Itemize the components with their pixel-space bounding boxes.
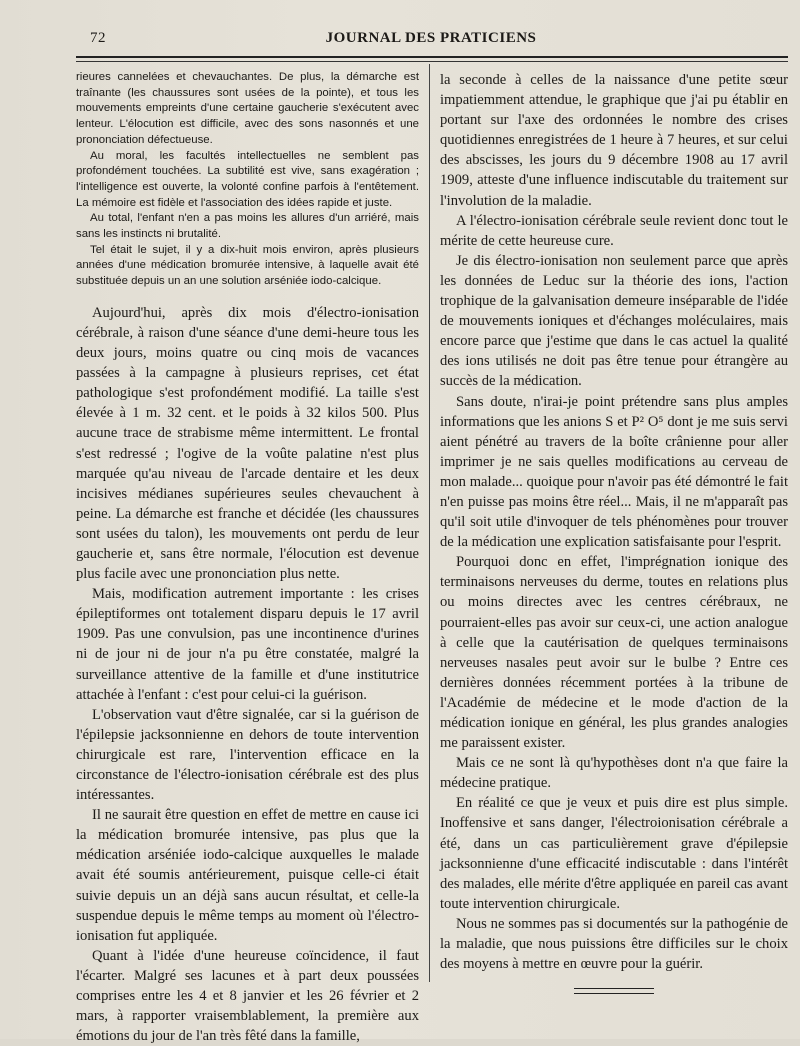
right-column	[440, 70, 788, 994]
page-number: 72	[90, 30, 106, 46]
header-rule-thin	[76, 61, 788, 62]
case-description-small-print	[76, 70, 419, 290]
small-paragraph: Au total, l'enfant n'en a pas moins les allures d'un arriéré, mais sans les instincts ni brutalité.	[76, 212, 419, 241]
body-paragraph: Il ne saurait être question en effet de mettre en cause ici la médication bromurée intensive, pas plus que la médication arséniée iodo-calcique auxquelles le malade avait été soumis antérieurement, puisque celle-ci était suivie depuis un an déjà sans aucun résultat, et celle-la suspendue depuis le même temps au moment où l'électro-ionisation fut appliquée.	[76, 807, 419, 944]
body-paragraph: Mais ce ne sont là qu'hypothèses dont n'a que faire la médecine pratique.	[440, 755, 788, 792]
body-paragraph: Aujourd'hui, après dix mois d'électro-ionisation cérébrale, à raison d'une séance d'une demi-heure tous les deux jours, moins quatre ou cinq mois de vacances passées à la campagne à plusieurs reprises, cet état pathologique s'est profondément modifié. La taille s'est élevée à 1 m. 32 cent. et le poids à 32 kilos 500. Plus aucune trace de strabisme même intermittent. Le frontal s'est redressé ; l'ogive de la voûte palatine n'est plus marquée qu'au niveau de l'arcade dentaire et les deux incisives médianes supérieures seules chevauchent à peine. La démarche est franche et décidée (les chaussures sont usées du talon), les mouvements ont perdu de leur gaucherie et, sans être normale, l'élocution est devenue plus facile avec une prononciation plus nette.	[76, 304, 419, 583]
small-paragraph: rieures cannelées et chevauchantes. De plus, la démarche est traînante (les chaussures sont usées de la pointe), et tous les mouvements empreints d'une certaine gaucherie s'exécutent avec lenteur. L'élocution est difficile, avec des sons nasonnés et une prononciation défectueuse.	[76, 71, 419, 146]
body-paragraph: Sans doute, n'irai-je point prétendre sans plus amples informations que les anions S et P² O⁵ dont je me suis servi aient pénétré au travers de la boîte crânienne pour aller imprimer je ne sais quelles modifications au cerveau de mon malade... quoique pour n'avoir pas été démontré le fait n'en puisse pas moins être réel... Mais, il ne m'apparaît pas qu'il soit utile d'invoquer de tels phénomènes pour trouver de la médication une explication satisfaisante pour l'esprit.	[440, 393, 788, 551]
small-paragraph: Tel était le sujet, il y a dix-huit mois environ, après plusieurs années d'une médication bromurée intensive, à laquelle avait été substituée depuis un an une solution arséniée iodo-calcique.	[76, 243, 419, 288]
page-header	[72, 30, 790, 52]
body-paragraph: Nous ne sommes pas si documentés sur la pathogénie de la maladie, que nous puissions être difficiles sur le choix des moyens à mettre en œuvre pour la guérir.	[440, 915, 788, 973]
left-column	[76, 70, 419, 1046]
body-paragraph: En réalité ce que je veux et puis dire est plus simple. Inoffensive et sans danger, l'électroionisation cérébrale a été, dans un cas particulièrement grave d'épilepsie jacksonnienne d'une efficacité indiscutable : dans l'intérêt des malades, elle mérite d'être appliquée en pareil cas avant toute intervention chirurgicale.	[440, 795, 788, 912]
article-end-rule	[574, 988, 654, 994]
column-divider	[429, 64, 430, 982]
running-head-title: JOURNAL DES PRATICIENS	[325, 30, 537, 46]
body-paragraph: Quant à l'idée d'une heureuse coïncidence, il faut l'écarter. Malgré ses lacunes et à part deux poussées comprises entre les 4 et 8 janvier et les 26 février et 2 mars, à rapporter vraisemblablement, la première aux émotions du jour de l'an très fêté dans la famille,	[76, 947, 419, 1045]
body-paragraph: Mais, modification autrement importante : les crises épileptiformes ont totalement disparu depuis le 17 avril 1909. Pas une convulsion, pas une incontinence d'urines ni de jour ni de jour n'a pu être constatée, malgré la surveillance attentive de la famille et d'une institutrice attachée à l'enfant : c'est pour celui-ci la guérison.	[76, 586, 419, 703]
body-paragraph: Je dis électro-ionisation non seulement parce que après les données de Leduc sur la théorie des ions, l'action trophique de la galvanisation demeure inséparable de l'idée de mouvements ioniques et d'échanges moléculaires, mais encore parce que j'estime que dans le cas actuel la qualité des ions utilisés ne doit pas être tenue pour étrangère au succès de la médication.	[440, 252, 788, 390]
left-body-text	[76, 303, 419, 1046]
body-paragraph: la seconde à celles de la naissance d'une petite sœur impatiemment attendue, le graphique que j'ai pu établir en portant sur l'axe des ordonnées le nombre des crises quotidiennes enregistrées de 1 heure à 7 heures, et sur celui des abscisses, les jours du 9 décembre 1908 au 17 avril 1909, atteste d'une influence indiscutable du traitement sur l'involution de la maladie.	[440, 72, 788, 209]
header-rule	[76, 56, 788, 58]
body-paragraph: A l'électro-ionisation cérébrale seule revient donc tout le mérite de cette heureuse cure.	[440, 212, 788, 249]
right-body-text	[440, 70, 788, 974]
body-paragraph: Pourquoi donc en effet, l'imprégnation ionique des terminaisons nerveuses du derme, toutes en relations plus ou moins directes avec les centres cérébraux, ne pourraient-elles pas avoir sur ceux-ci, une action analogue à celle que la cautérisation de quelques terminaisons nerveuses nasales peut avoir sur le bulbe ? Entre ces dernières données récemment portées à la tribune de l'Académie de médecine et le mode d'action de la médication ionique en général, les plus grandes analogies me paraissent exister.	[440, 554, 788, 752]
small-paragraph: Au moral, les facultés intellectuelles ne semblent pas profondément touchées. La subtilité est vive, sans exagération ; l'intelligence est ouverte, la volonté confine parfois à l'entêtement. La mémoire est fidèle et l'association des idées rapide et juste.	[76, 149, 419, 209]
body-paragraph: L'observation vaut d'être signalée, car si la guérison de l'épilepsie jacksonnienne en dehors de toute intervention chirurgicale est rare, l'intervention efficace en la circonstance de l'électro-ionisation cérébrale est des plus intéressantes.	[76, 706, 419, 804]
